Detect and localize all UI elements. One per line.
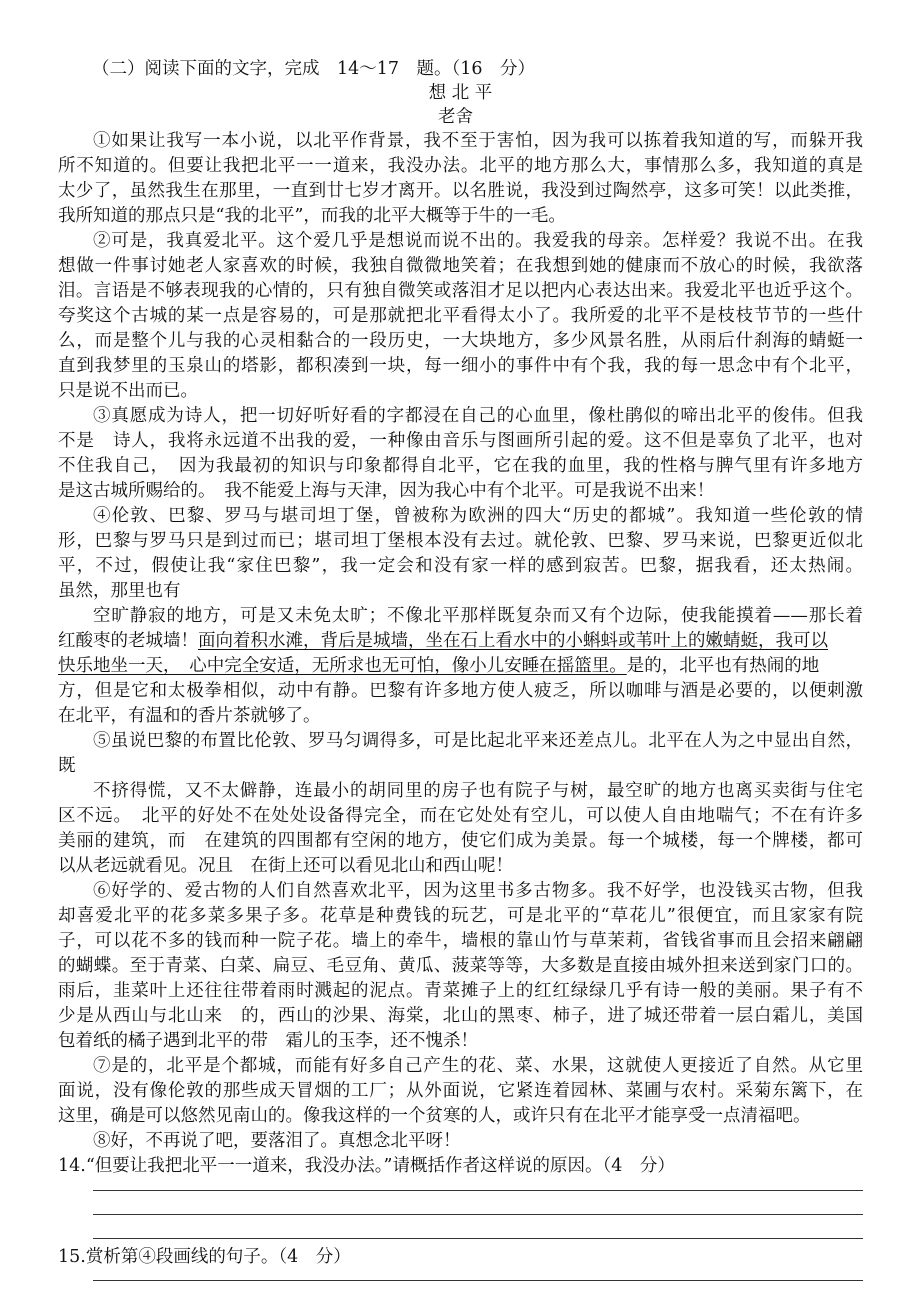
essay-title: 想 北 平 [428,83,493,103]
text-line: 却喜爱北平的花多菜多果子多。花草是种费钱的玩艺，可是北平的“草花儿”很便宜，而且家家有院 [58,906,863,926]
text-line: 不挤得慌，又不太僻静，连最小的胡同里的房子也有院子与树，最空旷的地方也离买卖街与住宅 [93,781,863,801]
text-line: 的蝴蝶。至于青菜、白菜、扁豆、毛豆角、黄瓜、菠菜等等，大多数是直接由城外担来送到家门口的。 [58,956,863,976]
text-line: 既 [58,756,76,776]
essay-author: 老舍 [438,107,473,127]
text-line: 面说，没有像伦敦的那些成天冒烟的工厂；从外面说，它紧连着园林、菜圃与农村。采菊东篱下，在 [58,1081,863,1101]
text-line: 夸奖这个古城的某一点是容易的，可是那就把北平看得太小了。我所爱的北平不是枝枝节节的一些什 [58,306,863,326]
text-segment: 红酸枣的老城墙！ [58,631,198,651]
text-line: ①如果让我写一本小说，以北平作背景，我不至于害怕，因为我可以拣着我知道的写，而躲开我 [93,131,863,151]
answer-line[interactable] [93,1280,863,1281]
text-line-underlined [58,653,863,679]
text-line: 只是说不出而已。 [58,381,198,401]
underlined-sentence: 面向着积水滩，背后是城墙，坐在石上看水中的小蝌蚪或苇叶上的嫩蜻蜓，我可以 [198,631,828,651]
text-line: 泪。言语是不够表现我的心情的，只有独自微笑或落泪才足以把内心表达出来。我爱北平也近乎这个。 [58,281,863,301]
text-line: 这里，确是可以悠然见南山的。像我这样的一个贫寒的人，或许只有在北平才能享受一点清福吧。 [58,1106,811,1126]
text-line: 以从老远就看见。况且 在街上还可以看见北山和西山呢！ [58,856,513,876]
section-header: （二）阅读下面的文字，完成 14～17 题。（16 分） [92,59,536,79]
text-line: 直到我梦里的玉泉山的塔影，都积凑到一块，每一细小的事件中有个我，我的每一思念中有个北平， [58,356,863,376]
text-line: 美丽的建筑，而 在建筑的四围都有空闲的地方，使它们成为美景。每一个城楼，每一个牌楼，都可 [58,831,863,851]
text-line: 包着纸的橘子遇到北平的带 霜儿的玉李，还不愧杀！ [58,1031,478,1051]
text-line: 在北平，有温和的香片茶就够了。 [58,706,321,726]
text-line: ⑤虽说巴黎的布置比伦敦、罗马匀调得多，可是比起北平来还差点儿。北平在人为之中显出自然， [93,731,863,751]
answer-line[interactable] [93,1214,863,1215]
text-line: 想做一件事讨她老人家喜欢的时候，我独自微微地笑着；在我想到她的健康而不放心的时候，我欲落 [58,256,863,276]
text-line: 平，不过，假使让我“家住巴黎”，我一定会和没有家一样的感到寂苦。巴黎，据我看，还太热闹。 [58,556,863,576]
text-line: ⑧好，不再说了吧，要落泪了。真想念北平呀！ [93,1131,461,1151]
text-line-underlined [58,628,863,654]
question-14: 14.“但要让我把北平一一道来，我没办法。”请概括作者这样说的原因。（4 分） [58,1156,675,1176]
text-line: ④伦敦、巴黎、罗马与堪司坦丁堡，曾被称为欧洲的四大“历史的都城”。我知道一些伦敦的情 [93,506,863,526]
text-line: ③真愿成为诗人，把一切好听好看的字都浸在自己的心血里，像杜鹃似的啼出北平的俊伟。但我 [93,406,863,426]
answer-line[interactable] [93,1190,863,1191]
text-line: 少是从西山与北山来 的，西山的沙果、海棠，北山的黑枣、柿子，进了城还带着一层白霜儿，美国 [58,1006,863,1026]
text-line: 是这古城所赐给的。 我不能爱上海与天津，因为我心中有个北平。可是我说不出来！ [58,481,715,501]
text-line: 方，但是它和太极拳相似，动中有静。巴黎有许多地方使人疲乏，所以咖啡与酒是必要的，以便刺激 [58,681,863,701]
text-line: 虽然，那里也有 [58,581,181,601]
text-line: 么，而是整个儿与我的心灵相黏合的一段历史，一大块地方，多少风景名胜，从雨后什刹海的蜻蜓一 [58,331,863,351]
text-segment: 是的，北平也有热闹的地 [626,656,820,676]
text-line: 我所知道的那点只是“我的北平”，而我的北平大概等于牛的一毛。 [58,206,566,226]
underlined-sentence: 快乐地坐一天， 心中完全安适，无所求也无可怕，像小儿安睡在摇篮里。 [58,656,627,676]
answer-line[interactable] [93,1238,863,1239]
text-line: 太少了，虽然我生在那里，一直到廿七岁才离开。以名胜说，我没到过陶然亭，这多可笑！以此类推， [58,181,863,201]
text-line: 雨后，韭菜叶上还往往带着雨时溅起的泥点。青菜摊子上的红红绿绿几乎有诗一般的美丽。果子有不 [58,981,863,1001]
text-line: 所不知道的。但要让我把北平一一道来，我没办法。北平的地方那么大，事情那么多，我知道的真是 [58,156,863,176]
text-line: ⑦是的，北平是个都城，而能有好多自己产生的花、菜、水果，这就使人更接近了自然。从它里 [93,1056,863,1076]
text-line: 空旷静寂的地方，可是又未免太旷；不像北平那样既复杂而又有个边际，使我能摸着——那长着 [93,606,863,626]
text-line: 形，巴黎与罗马只是到过而已；堪司坦丁堡根本没有去过。就伦敦、巴黎、罗马来说，巴黎更近似北 [58,531,863,551]
text-line: ②可是，我真爱北平。这个爱几乎是想说而说不出的。我爱我的母亲。怎样爱？我说不出。在我 [93,231,863,251]
text-line: 不住我自己， 因为我最初的知识与印象都得自北平，它在我的血里，我的性格与脾气里有许多地方 [58,456,863,476]
text-line: ⑥好学的、爱古物的人们自然喜欢北平，因为这里书多古物多。我不好学，也没钱买古物，但我 [93,881,863,901]
text-line: 不是 诗人，我将永远道不出我的爱，一种像由音乐与图画所引起的爱。这不但是辜负了北平，也对 [58,431,863,451]
question-15: 15.赏析第④段画线的句子。（4 分） [58,1247,351,1267]
text-line: 子，可以花不多的钱而种一院子花。墙上的牵牛，墙根的靠山竹与草茉莉，省钱省事而且会招来翩翩 [58,931,863,951]
text-line: 区不远。 北平的好处不在处处设备得完全，而在它处处有空儿，可以使人自由地喘气；不在有许多 [58,806,863,826]
